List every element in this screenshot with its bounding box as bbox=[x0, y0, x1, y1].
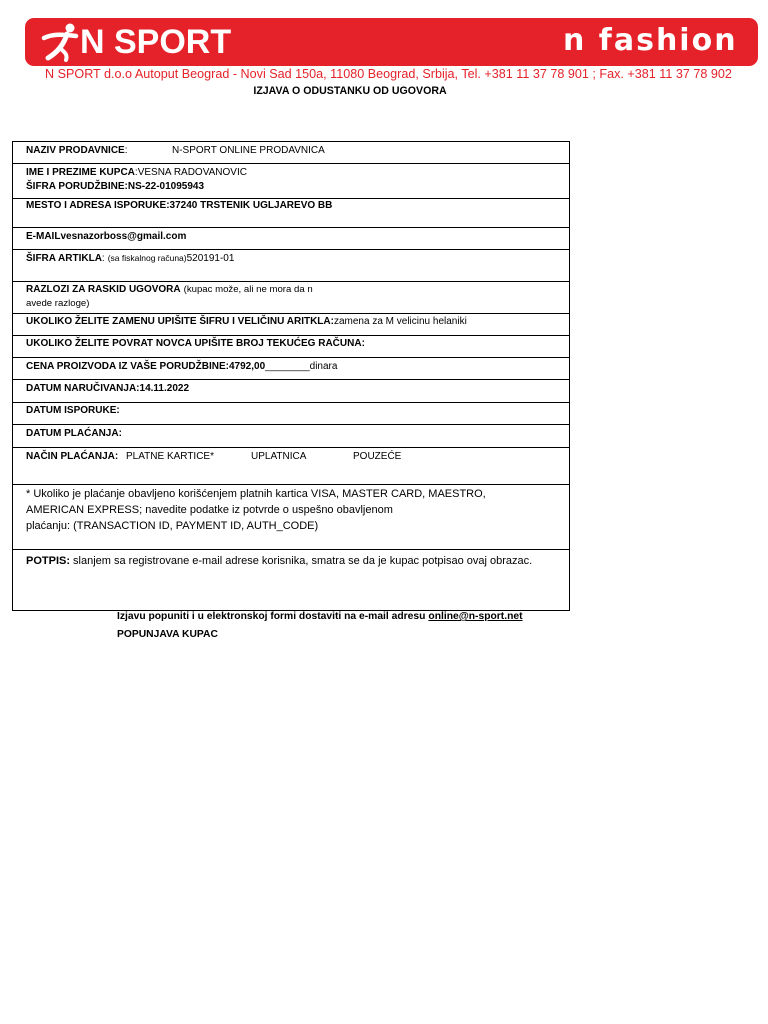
price-unit: dinara bbox=[309, 361, 338, 372]
signature-text: slanjem sa registrovane e-mail adrese korisnika, smatra se da je kupac potpisao ovaj obrazac. bbox=[73, 555, 533, 567]
reasons-hint-2: avede razloge) bbox=[26, 298, 90, 309]
refund-label: UKOLIKO ŽELITE POVRAT NOVCA UPIŠITE BROJ TEKUĆEG RAČUNA: bbox=[26, 338, 365, 349]
price-blank: ________ bbox=[265, 361, 310, 372]
document-title: IZJAVA O ODUSTANKU OD UGOVORA bbox=[253, 85, 447, 97]
email-value: vesnazorboss@gmail.com bbox=[60, 231, 187, 242]
signature-label: POTPIS: bbox=[26, 555, 71, 567]
card-note-line-3: plaćanju: (TRANSACTION ID, PAYMENT ID, AUTH_CODE) bbox=[26, 520, 319, 532]
payment-method-label: NAČIN PLAĆANJA: bbox=[26, 451, 119, 462]
buyer-value: VESNA RADOVANOVIC bbox=[137, 167, 247, 178]
price-label: CENA PROIZVODA IZ VAŠE PORUDŽBINE: bbox=[26, 361, 229, 372]
row-buyer bbox=[13, 164, 569, 199]
payment-date-label: DATUM PLAĆANJA: bbox=[26, 428, 122, 439]
reasons-label: RAZLOZI ZA RASKID UGOVORA bbox=[26, 284, 181, 295]
row-delivery-address bbox=[13, 199, 569, 228]
form-footer bbox=[117, 608, 523, 644]
card-note-line-1: * Ukoliko je plaćanje obavljeno korišćenjem platnih kartica VISA, MASTER CARD, MAESTRO, bbox=[26, 488, 486, 500]
delivery-date-label: DATUM ISPORUKE: bbox=[26, 405, 120, 416]
store-name-colon: : bbox=[124, 145, 128, 156]
filled-by-note: POPUNJAVA KUPAC bbox=[117, 629, 218, 640]
header-banner bbox=[25, 18, 758, 66]
price-value: 4792,00 bbox=[228, 361, 266, 372]
email-link[interactable]: online@n-sport.net bbox=[428, 611, 523, 622]
row-signature bbox=[13, 550, 569, 610]
store-name-label: NAZIV PRODAVNICE bbox=[26, 145, 125, 156]
row-payment-method bbox=[13, 448, 569, 485]
row-refund bbox=[13, 336, 569, 358]
article-code-value: 520191-01 bbox=[186, 253, 235, 264]
row-payment-date bbox=[13, 425, 569, 448]
article-code-label: ŠIFRA ARTIKLA bbox=[26, 253, 102, 264]
store-name-value: N-SPORT ONLINE PRODAVNICA bbox=[172, 145, 325, 156]
payment-option-cod: POUZEĆE bbox=[353, 451, 402, 462]
row-delivery-date bbox=[13, 403, 569, 425]
buyer-line bbox=[26, 166, 569, 180]
reasons-line-1 bbox=[26, 283, 569, 297]
payment-option-slip: UPLATNICA bbox=[251, 451, 307, 462]
article-code-colon: : bbox=[101, 253, 105, 264]
exchange-value: zamena za M velicinu helaniki bbox=[333, 316, 467, 327]
row-exchange bbox=[13, 314, 569, 336]
runner-icon bbox=[40, 22, 80, 62]
row-card-note bbox=[13, 485, 569, 550]
article-code-hint: (sa fiskalnog računa) bbox=[107, 253, 187, 263]
withdrawal-form bbox=[12, 141, 570, 611]
order-code-line bbox=[26, 180, 569, 194]
row-article-code bbox=[13, 250, 569, 282]
order-date-label: DATUM NARUČIVANJA: bbox=[26, 383, 140, 394]
exchange-label: UKOLIKO ŽELITE ZAMENU UPIŠITE ŠIFRU I VELIČINU ARITKLA: bbox=[26, 316, 334, 327]
order-code-label: ŠIFRA PORUDŽBINE: bbox=[26, 181, 128, 192]
row-price bbox=[13, 358, 569, 380]
row-email bbox=[13, 228, 569, 250]
buyer-label: IME I PREZIME KUPCA bbox=[26, 167, 135, 178]
email-label: E-MAIL bbox=[26, 231, 61, 242]
delivery-address-value: 37240 TRSTENIK UGLJAREVO BB bbox=[169, 200, 333, 211]
card-note-line-2: AMERICAN EXPRESS; navedite podatke iz potvrde o uspešno obavljenom bbox=[26, 504, 393, 516]
buyer-colon: : bbox=[134, 167, 138, 178]
company-address: N SPORT d.o.o Autoput Beograd - Novi Sad 150a, 11080 Beograd, Srbija, Tel. +381 11 37 78 901 ; Fax. +381 11 37 78 902 bbox=[45, 67, 732, 81]
row-store-name bbox=[13, 142, 569, 164]
submit-instruction bbox=[117, 608, 523, 626]
payment-option-card: PLATNE KARTICE* bbox=[126, 451, 214, 462]
sub-brand-logo-text: n fashion bbox=[563, 23, 738, 58]
delivery-address-label: MESTO I ADRESA ISPORUKE: bbox=[26, 200, 170, 211]
row-order-date bbox=[13, 380, 569, 403]
brand-logo-text: N SPORT bbox=[80, 23, 232, 61]
instruction-text: Izjavu popuniti i u elektronskoj formi dostaviti na e-mail adresu bbox=[117, 611, 426, 622]
reasons-hint-1: (kupac može, ali ne mora da n bbox=[183, 284, 313, 295]
order-date-value: 14.11.2022 bbox=[139, 383, 190, 394]
row-reasons bbox=[13, 282, 569, 314]
order-code-value: NS-22-01095943 bbox=[127, 181, 205, 192]
